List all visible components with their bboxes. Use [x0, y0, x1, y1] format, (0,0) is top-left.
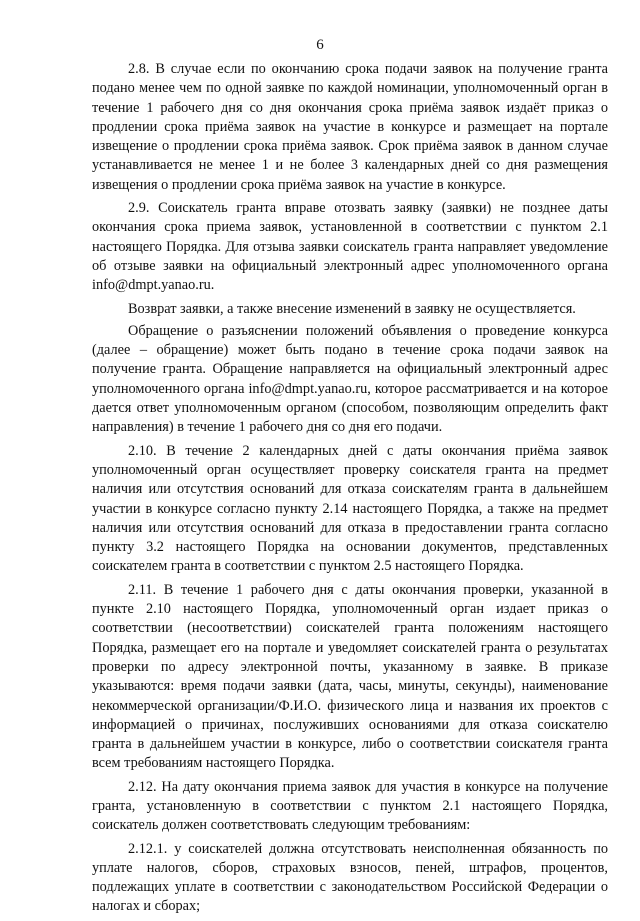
paragraph-2-12: 2.12. На дату окончания приема заявок для участия в конкурсе на получение гранта, установленную в соответствии с пунктом 2.1 настоящего Порядка, соискатель должен соответствовать следующим требованиям:	[92, 778, 608, 834]
paragraph-return-of-application: Возврат заявки, а также внесение изменений в заявку не осуществляется.	[128, 300, 576, 317]
paragraph-2-10: 2.10. В течение 2 календарных дней с даты окончания приёма заявок уполномоченный орган осуществляет проверку соискателя гранта на предмет наличия или отсутствия оснований для отказа соискателям гранта в дальнейшем участии в конкурсе согласно пункту 2.14 настоящего Порядка, а также на предмет наличия или отсутствия оснований для отказа в предоставлении гранта согласно пункту 3.2 настоящего Порядка на основании документов, представленных соискателем гранта в соответствии с пунктом 2.5 настоящего Порядка.	[92, 442, 608, 575]
paragraph-2-9: 2.9. Соискатель гранта вправе отозвать заявку (заявки) не позднее даты окончания срока приема заявок, установленной в соответствии с пунктом 2.1 настоящего Порядка. Для отзыва заявки соискатель гранта направляет уведомление об отзыве заявки на официальный электронный адрес уполномоченного органа info@dmpt.yanao.ru.	[92, 200, 608, 294]
paragraph-2-11: 2.11. В течение 1 рабочего дня с даты окончания проверки, указанной в пункте 2.10 настоящего Порядка, уполномоченный орган издает приказ о соответствии (несоответствии) соискателей гранта положениям настоящего Порядка, размещает его на портале и уведомляет соискателей гранта о результатах проверки по адресу электронной почты, указанному в заявке. В приказе указываются: время подачи заявки (дата, часы, минуты, секунды), наименование некоммерческой организации/Ф.И.О. физического лица и названия их проектов с информацией о причинах, послуживших основаниями для отказа соискателю гранта в дальнейшем участии в конкурсе, либо о соответствии соискателя гранта всем требованиям настоящего Порядка.	[92, 581, 608, 772]
paragraph-2-12-1: 2.12.1. у соискателей должна отсутствовать неисполненная обязанность по уплате налогов, сборов, страховых взносов, пеней, штрафов, процентов, подлежащих уплате в соответствии с законодательством Российской Федерации о налогах и сборах;	[92, 840, 608, 915]
document-body	[92, 60, 608, 921]
paragraph-2-8: 2.8. В случае если по окончанию срока подачи заявок на получение гранта подано менее чем по одной заявке по каждой номинации, уполномоченный орган в течение 1 рабочего дня со дня окончания срока приёма заявок издаёт приказ о продлении срока приёма заявок на участие в конкурсе и размещает на портале извещение о продлении срока приёма заявок. Срок приёма заявок в данном случае устанавливается не менее 1 и не более 3 календарных дней со дня размещения извещения о продлении срока приёма заявок на участие в конкурсе.	[92, 61, 608, 193]
paragraph-clarification-request: Обращение о разъяснении положений объявления о проведение конкурса (далее – обращение) может быть подано в течение срока подачи заявок на получение гранта. Обращение направляется на официальный электронный адрес уполномоченного органа info@dmpt.yanao.ru, которое рассматривается и на которое дается ответ уполномоченным органом (способом, позволяющим определить факт направления) в течение 1 рабочего дня со дня его подачи.	[92, 322, 608, 436]
page-number: 6	[316, 37, 324, 53]
